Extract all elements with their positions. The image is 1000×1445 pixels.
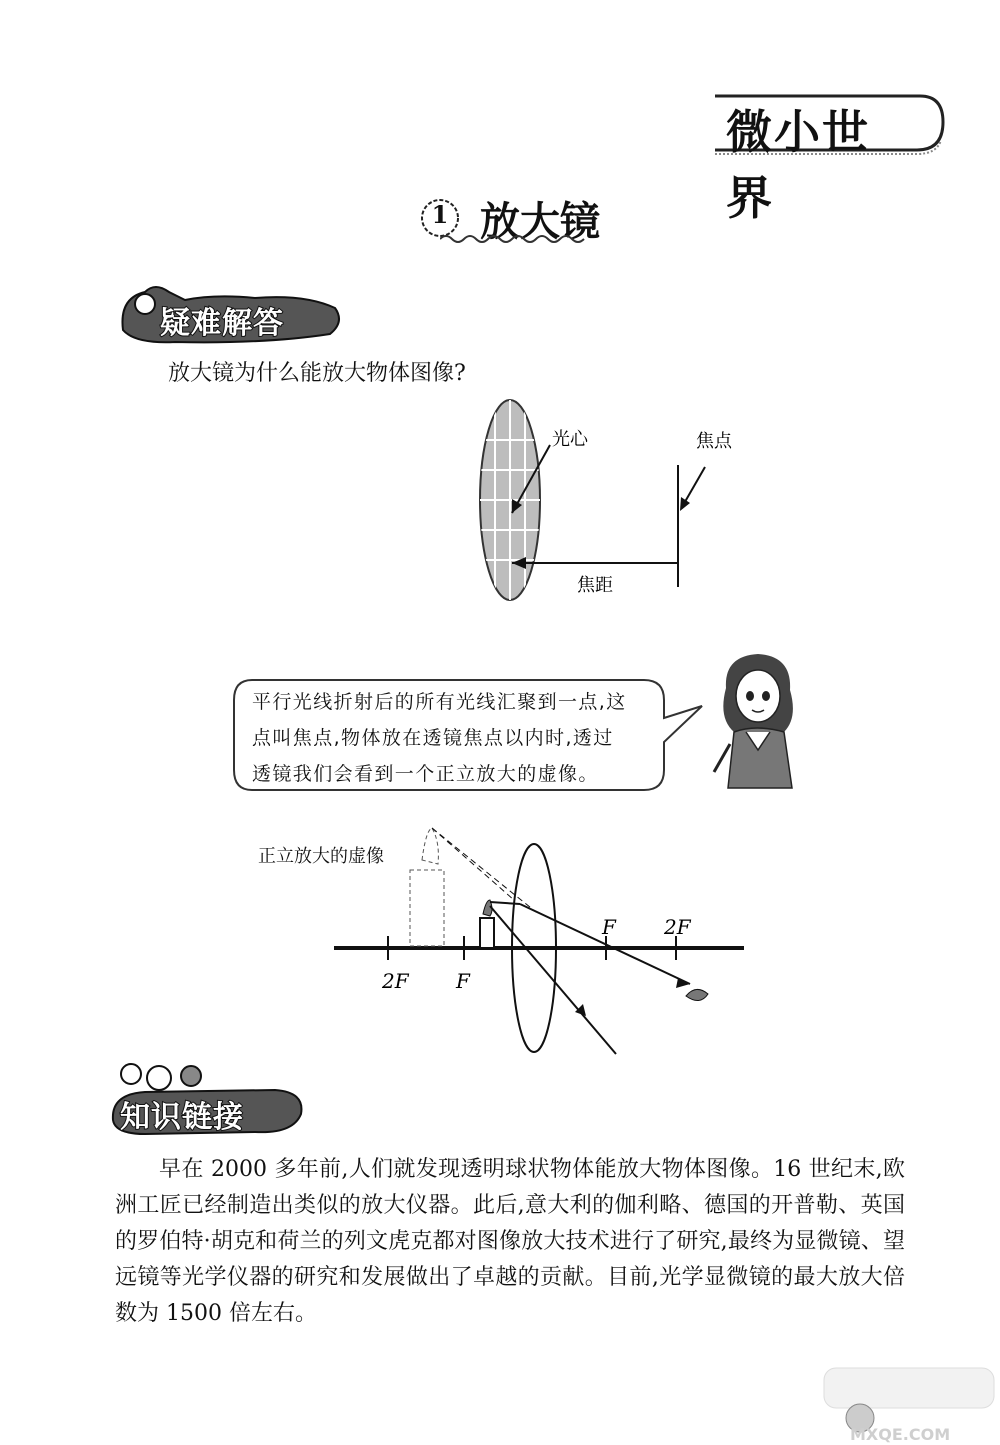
lesson-number: 1 [431,200,449,229]
unit-title: 微小世界 [726,105,870,225]
svg-text:MXQE.COM: MXQE.COM [850,1425,951,1444]
speech-line: 透镜我们会看到一个正立放大的虚像。 [252,763,599,785]
speech-line: 平行光线折射后的所有光线汇聚到一点,这 [252,691,627,713]
watermark-logo [820,1362,1000,1445]
svg-text:2F: 2F [382,969,409,993]
section-title-knowledge: 知识链接 [120,1100,244,1135]
lens-focal-diagram [440,395,740,665]
label-focal-length: 焦距 [577,575,613,596]
virtual-image-label: 正立放大的虚像 [258,846,384,867]
question-text: 放大镜为什么能放大物体图像? [168,361,466,386]
knowledge-paragraph: 早在 2000 多年前,人们就发现透明球状物体能放大物体图像。16 世纪末,欧洲工匠已经制造出类似的放大仪器。此后,意大利的伽利略、德国的开普勒、英国的罗伯特·胡克和荷兰的列文虎克都对图像放大技术进行了研究,最终为显微镜、望远镜等光学仪器的研究和发展做出了卓越的贡献。目前,光学显微镜的最大放大倍数为 1500 倍左右。 [115,1157,905,1326]
label-focal-point: 焦点 [696,431,732,452]
candle-object [480,918,494,948]
svg-text:F: F [456,969,470,993]
virtual-candle-image [410,870,444,946]
section-title-qa: 疑难解答 [160,306,284,341]
label-optical-center: 光心 [552,429,588,450]
speech-bubble-text [252,684,672,792]
eye-icon [686,989,708,1000]
lesson-title-underline [440,232,590,246]
svg-text:2F: 2F [664,915,691,939]
lesson-title: 放大镜 [480,199,600,245]
girl-illustration [706,648,806,798]
svg-text:F: F [602,915,616,939]
speech-line: 点叫焦点,物体放在透镜焦点以内时,透过 [252,727,614,749]
